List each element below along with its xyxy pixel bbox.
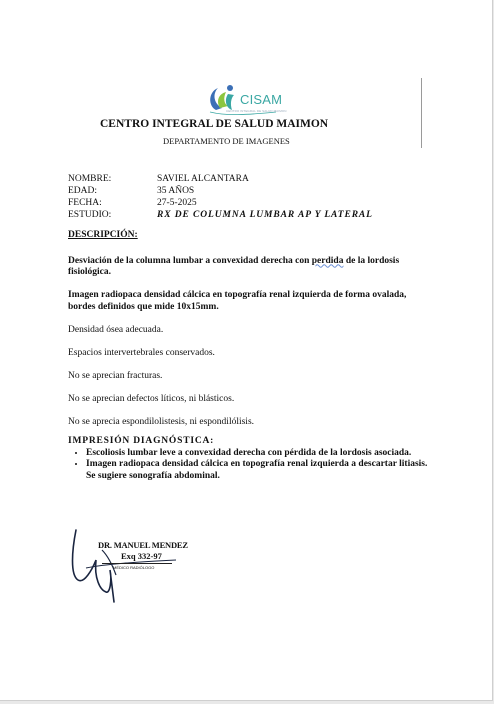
study-value: RX DE COLUMNA LUMBAR AP Y LATERAL: [157, 210, 373, 220]
margin-line: [421, 78, 422, 148]
name-value: SAVIEL ALCANTARA: [157, 174, 249, 184]
description-paragraph: Imagen radiopaca densidad cálcica en topografía renal izquierda de forma ovalada, bordes definidos que mide 10x15mm.: [68, 290, 407, 312]
doctor-exequatur: Exq 332-97: [121, 551, 162, 561]
description-paragraph: No se aprecian fracturas.: [68, 370, 163, 381]
age-label: EDAD:: [68, 186, 98, 196]
department-name: DEPARTAMENTO DE IMAGENES: [163, 136, 290, 146]
description-title: DESCRIPCIÓN:: [68, 230, 138, 240]
impression-list: [68, 448, 428, 483]
doctor-title: MÉDICO RADIÓLOGO: [113, 565, 155, 570]
patient-date-row: [68, 197, 373, 209]
study-label: ESTUDIO:: [68, 210, 112, 220]
impression-item: • Escoliosis lumbar leve a convexidad derecha con pérdida de la lordosis asociada.: [86, 448, 428, 460]
description-paragraph: Espacios intervertebrales conservados.: [68, 347, 215, 358]
doctor-name: DR. MANUEL MENDEZ: [98, 540, 188, 550]
signature-line: [102, 563, 172, 564]
impression-title: IMPRESIÓN DIAGNÓSTICA:: [68, 436, 215, 446]
patient-age-row: [68, 185, 373, 197]
p1-before: Desviación de la columna lumbar a convexidad derecha con: [68, 255, 312, 266]
description-paragraph: [68, 256, 428, 279]
date-label: FECHA:: [68, 198, 102, 208]
date-value: 27-5-2025: [157, 198, 197, 208]
logo-subtext: CENTRO INTEGRAL DE SALUD MAIMON: [226, 109, 287, 113]
report-body: [68, 230, 428, 482]
patient-name-row: [68, 173, 373, 185]
logo-text: CISAM: [240, 92, 283, 107]
description-paragraph: No se aprecia espondilolistesis, ni espondilólisis.: [68, 416, 255, 427]
p1-after: de la lordosis fisiológica.: [68, 255, 400, 277]
center-name: CENTRO INTEGRAL DE SALUD MAIMON: [100, 118, 329, 130]
description-paragraph: Densidad ósea adecuada.: [68, 324, 164, 335]
patient-info: [68, 173, 373, 221]
description-paragraph: No se aprecian defectos líticos, ni blásticos.: [68, 393, 235, 404]
age-value: 35 AÑOS: [157, 186, 195, 196]
name-label: NOMBRE:: [68, 174, 112, 184]
impression-item: • Imagen radiopaca densidad cálcica en topografía renal izquierda a descartar litiasis. Se sugiere sonografía abdominal.: [86, 459, 428, 482]
patient-study-row: [68, 209, 373, 221]
spellcheck-flagged-word: perdida: [311, 255, 344, 266]
